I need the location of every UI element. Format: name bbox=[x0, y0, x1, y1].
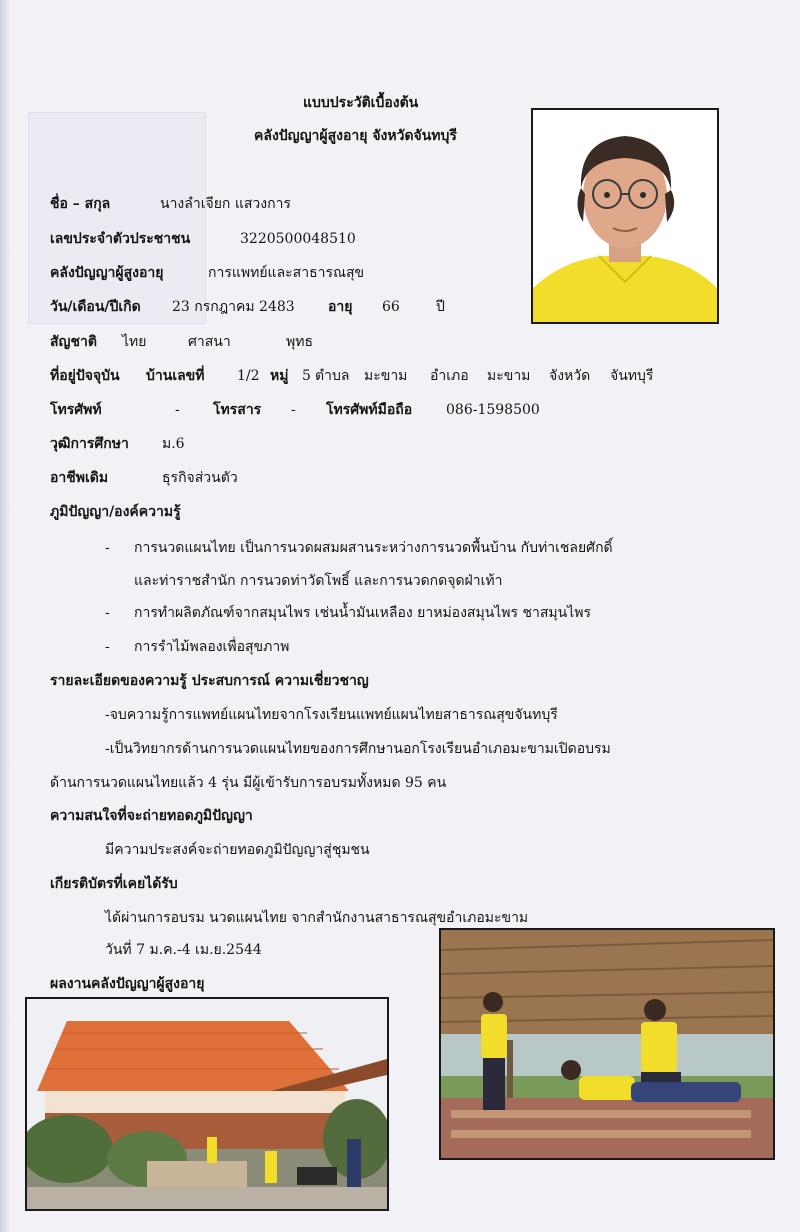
awards-line-2: วันที่ 7 ม.ค.-4 เม.ย.2544 bbox=[105, 942, 262, 958]
nationality-label: สัญชาติ bbox=[50, 334, 97, 350]
house-label: บ้านเลขที่ bbox=[146, 368, 205, 384]
tambon-value: มะขาม bbox=[364, 368, 408, 384]
religion-label: ศาสนา bbox=[188, 334, 231, 350]
phone-value: - bbox=[175, 402, 180, 418]
amphoe-value: มะขาม bbox=[487, 368, 531, 384]
moo-value: 5 bbox=[302, 368, 311, 384]
house-value: 1/2 bbox=[237, 368, 260, 384]
amphoe-label: อำเภอ bbox=[430, 368, 469, 384]
address-label: ที่อยู่ปัจจุบัน bbox=[50, 368, 120, 384]
details-line-3: ด้านการนวดแผนไทยแล้ว 4 รุ่น มีผู้เข้ารับการอบรมทั้งหมด 95 คน bbox=[50, 775, 447, 791]
wisdom-bullet-2: - bbox=[105, 605, 110, 621]
details-line-2: -เป็นวิทยากรด้านการนวดแผนไทยของการศึกษานอกโรงเรียนอำเภอมะขามเปิดอบรม bbox=[105, 741, 611, 757]
awards-label: เกียรติบัตรที่เคยได้รับ bbox=[50, 876, 178, 892]
education-value: ม.6 bbox=[162, 436, 185, 452]
wisdom-item-1-line-1: การนวดแผนไทย เป็นการนวดผสมผสานระหว่างการนวดพื้นบ้าน กับท่าเชลยศักดิ์ bbox=[134, 540, 613, 556]
wisdom-item-1-line-2: และท่าราชสำนัก การนวดท่าวัดโพธิ์ และการนวดกดจุดฝ่าเท้า bbox=[134, 573, 503, 589]
age-value: 66 bbox=[382, 299, 400, 315]
transfer-value: มีความประสงค์จะถ่ายทอดภูมิปัญญาสู่ชุมชน bbox=[105, 842, 370, 858]
name-label: ชื่อ – สกุล bbox=[50, 196, 111, 212]
age-label: อายุ bbox=[328, 299, 353, 315]
field-label: คลังปัญญาผู้สูงอายุ bbox=[50, 265, 164, 281]
moo-label: หมู่ bbox=[270, 368, 289, 384]
works-label: ผลงานคลังปัญญาผู้สูงอายุ bbox=[50, 976, 205, 992]
building-photo bbox=[25, 997, 389, 1211]
birth-label: วัน/เดือน/ปีเกิด bbox=[50, 299, 141, 315]
id-label: เลขประจำตัวประชาชน bbox=[50, 231, 191, 247]
wisdom-bullet-3: - bbox=[105, 639, 110, 655]
wisdom-item-3: การรำไม้พลองเพื่อสุขภาพ bbox=[134, 639, 290, 655]
phone-label: โทรศัพท์ bbox=[50, 402, 102, 418]
birth-value: 23 กรกฎาคม 2483 bbox=[172, 299, 295, 315]
province-label: จังหวัด bbox=[549, 368, 591, 384]
mobile-value: 086-1598500 bbox=[446, 402, 540, 418]
form-subtitle: คลังปัญญาผู้สูงอายุ จังหวัดจันทบุรี bbox=[254, 128, 457, 144]
fax-value: - bbox=[291, 402, 296, 418]
nationality-value: ไทย bbox=[122, 334, 147, 350]
name-value: นางลำเจียก แสวงการ bbox=[160, 196, 291, 212]
id-value: 3220500048510 bbox=[240, 231, 356, 247]
wisdom-label: ภูมิปัญญา/องค์ความรู้ bbox=[50, 504, 181, 520]
province-value: จันทบุรี bbox=[610, 368, 654, 384]
bleed-through-photo bbox=[28, 112, 206, 324]
details-line-1: -จบความรู้การแพทย์แผนไทยจากโรงเรียนแพทย์แผนไทยสาธารณสุขจันทบุรี bbox=[105, 707, 558, 723]
awards-line-1: ได้ผ่านการอบรม นวดแผนไทย จากสำนักงานสาธารณสุขอำเภอมะขาม bbox=[105, 910, 529, 926]
mobile-label: โทรศัพท์มือถือ bbox=[326, 402, 413, 418]
wisdom-item-2: การทำผลิตภัณฑ์จากสมุนไพร เช่นน้ำมันเหลือง ยาหม่องสมุนไพร ชาสมุนไพร bbox=[134, 605, 592, 621]
portrait-photo bbox=[531, 108, 719, 324]
education-label: วุฒิการศึกษา bbox=[50, 436, 129, 452]
transfer-label: ความสนใจที่จะถ่ายทอดภูมิปัญญา bbox=[50, 808, 253, 824]
occupation-value: ธุรกิจส่วนตัว bbox=[162, 470, 238, 486]
tambon-label: ตำบล bbox=[315, 368, 350, 384]
details-label: รายละเอียดของความรู้ ประสบการณ์ ความเชี่ยวชาญ bbox=[50, 673, 369, 689]
fax-label: โทรสาร bbox=[213, 402, 262, 418]
page-edge bbox=[0, 0, 10, 1232]
occupation-label: อาชีพเดิม bbox=[50, 470, 109, 486]
massage-photo bbox=[439, 928, 775, 1160]
wisdom-bullet-1: - bbox=[105, 540, 110, 556]
religion-value: พุทธ bbox=[286, 334, 314, 350]
age-unit: ปี bbox=[436, 299, 445, 315]
form-title: แบบประวัติเบื้องต้น bbox=[303, 95, 419, 111]
field-value: การแพทย์และสาธารณสุข bbox=[208, 265, 365, 281]
